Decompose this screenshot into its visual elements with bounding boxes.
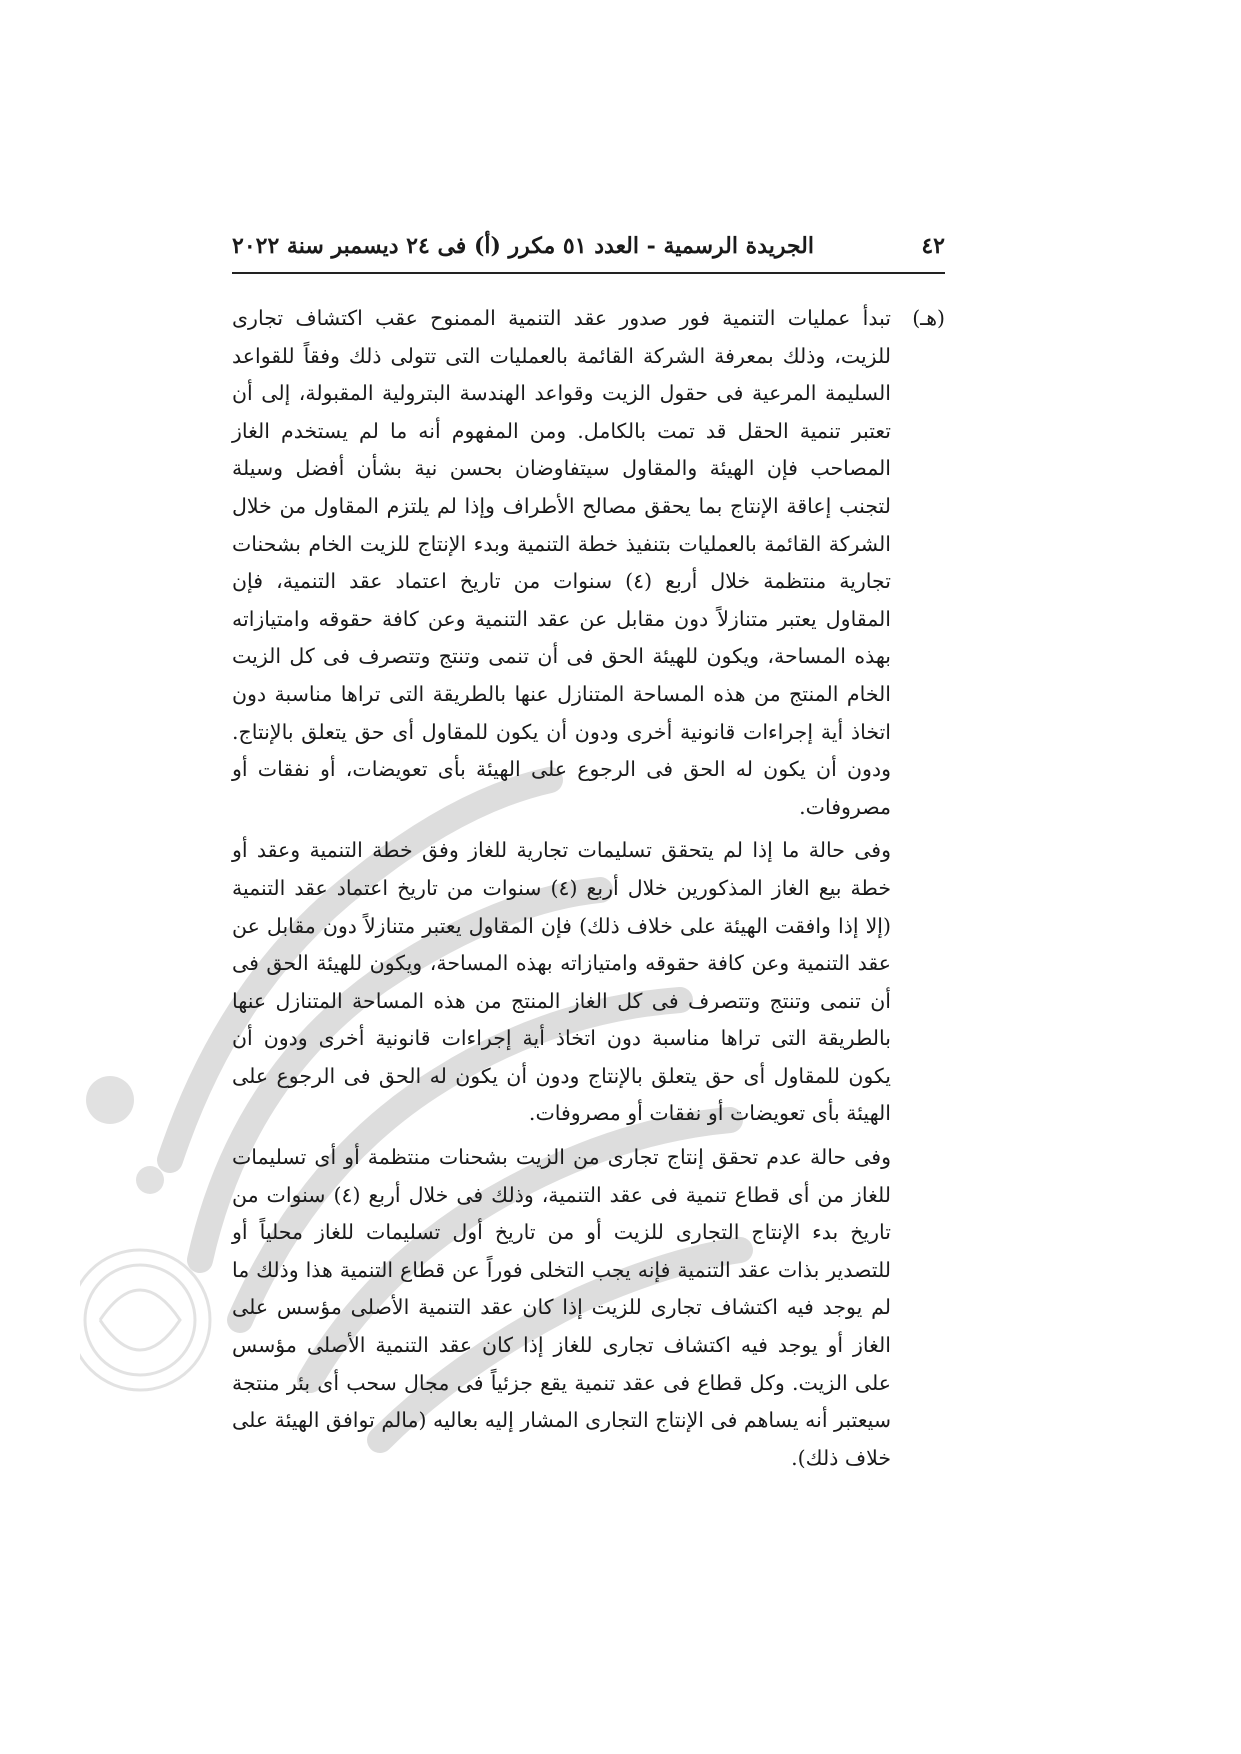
paragraph: تبدأ عمليات التنمية فور صدور عقد التنمية الممنوح عقب اكتشاف تجارى للزيت، وذلك بمعرفة الشركة القائمة بالعمليات التى تتولى ذلك وفقاً للقواعد السليمة المرعية فى حقول الزيت وقواعد الهندسة البترولية المقبولة، إلى أن تعتبر تنمية الحقل قد تمت بالكامل. ومن المفهوم أنه ما لم يستخدم الغاز المصاحب فإن الهيئة والمقاول سيتفاوضان بحسن نية بشأن أفضل وسيلة لتجنب إعاقة الإنتاج بما يحقق مصالح الأطراف وإذا لم يلتزم المقاول من خلال الشركة القائمة بالعمليات بتنفيذ خطة التنمية وبدء الإنتاج للزيت الخام بشحنات تجارية منتظمة خلال أربع (٤) سنوات من تاريخ اعتماد عقد التنمية، فإن المقاول يعتبر متنازلاً دون مقابل عن عقد التنمية وعن كافة حقوقه وامتيازاته بهذه المساحة، ويكون للهيئة الحق فى أن تنمى وتنتج وتتصرف فى كل الزيت الخام المنتج من هذه المساحة المتنازل عنها بالطريقة التى تراها مناسبة دون اتخاذ أية إجراءات قانونية أخرى ودون أن يكون للمقاول أى حق يتعلق بالإنتاج. ودون أن يكون له الحق فى الرجوع على الهيئة بأى تعويضات، أو نفقات أو مصروفات. [232, 306, 891, 819]
paragraph: وفى حالة ما إذا لم يتحقق تسليمات تجارية للغاز وفق خطة التنمية وعقد أو خطة بيع الغاز المذكورين خلال أربع (٤) سنوات من تاريخ اعتماد عقد التنمية (إلا إذا وافقت الهيئة على خلاف ذلك) فإن المقاول يعتبر متنازلاً دون مقابل عن عقد التنمية وعن كافة حقوقه وامتيازاته بهذه المساحة، ويكون للهيئة الحق فى أن تنمى وتنتج وتتصرف فى كل الغاز المنتج من هذه المساحة المتنازل عنها بالطريقة التى تراها مناسبة دون اتخاذ أية إجراءات قانونية أخرى ودون أن يكون للمقاول أى حق يتعلق بالإنتاج ودون أن يكون له الحق فى الرجوع على الهيئة بأى تعويضات أو نفقات أو مصروفات. [232, 838, 891, 1126]
page-header [232, 226, 945, 266]
clause-body [232, 300, 891, 1481]
page-number: ٤٢ [921, 233, 945, 259]
paragraph: وفى حالة عدم تحقق إنتاج تجارى من الزيت بشحنات منتظمة أو أى تسليمات للغاز من أى قطاع تنمية فى عقد التنمية، وذلك فى خلال أربع (٤) سنوات من تاريخ بدء الإنتاج التجارى للزيت أو من تاريخ أول تسليمات للغاز محلياً أو للتصدير بذات عقد التنمية فإنه يجب التخلى فوراً عن قطاع التنمية هذا وذلك ما لم يوجد فيه اكتشاف تجارى للزيت إذا كان عقد التنمية الأصلى مؤسس على الغاز أو يوجد فيه اكتشاف تجارى للغاز إذا كان عقد التنمية الأصلى مؤسس على الزيت. وكل قطاع فى عقد تنمية يقع جزئياً فى مجال سحب أى بئر منتجة سيعتبر أنه يساهم فى الإنتاج التجارى المشار إليه بعاليه (مالم توافق الهيئة على خلاف ذلك). [232, 1145, 891, 1470]
document-body [232, 300, 945, 1481]
gazette-title: الجريدة الرسمية - العدد ٥١ مكرر (أ) فى ٢٤ ديسمبر سنة ٢٠٢٢ [232, 233, 814, 259]
clause-label: (هـ) [912, 306, 945, 330]
header-divider [232, 272, 945, 274]
clause-h [232, 300, 945, 1481]
